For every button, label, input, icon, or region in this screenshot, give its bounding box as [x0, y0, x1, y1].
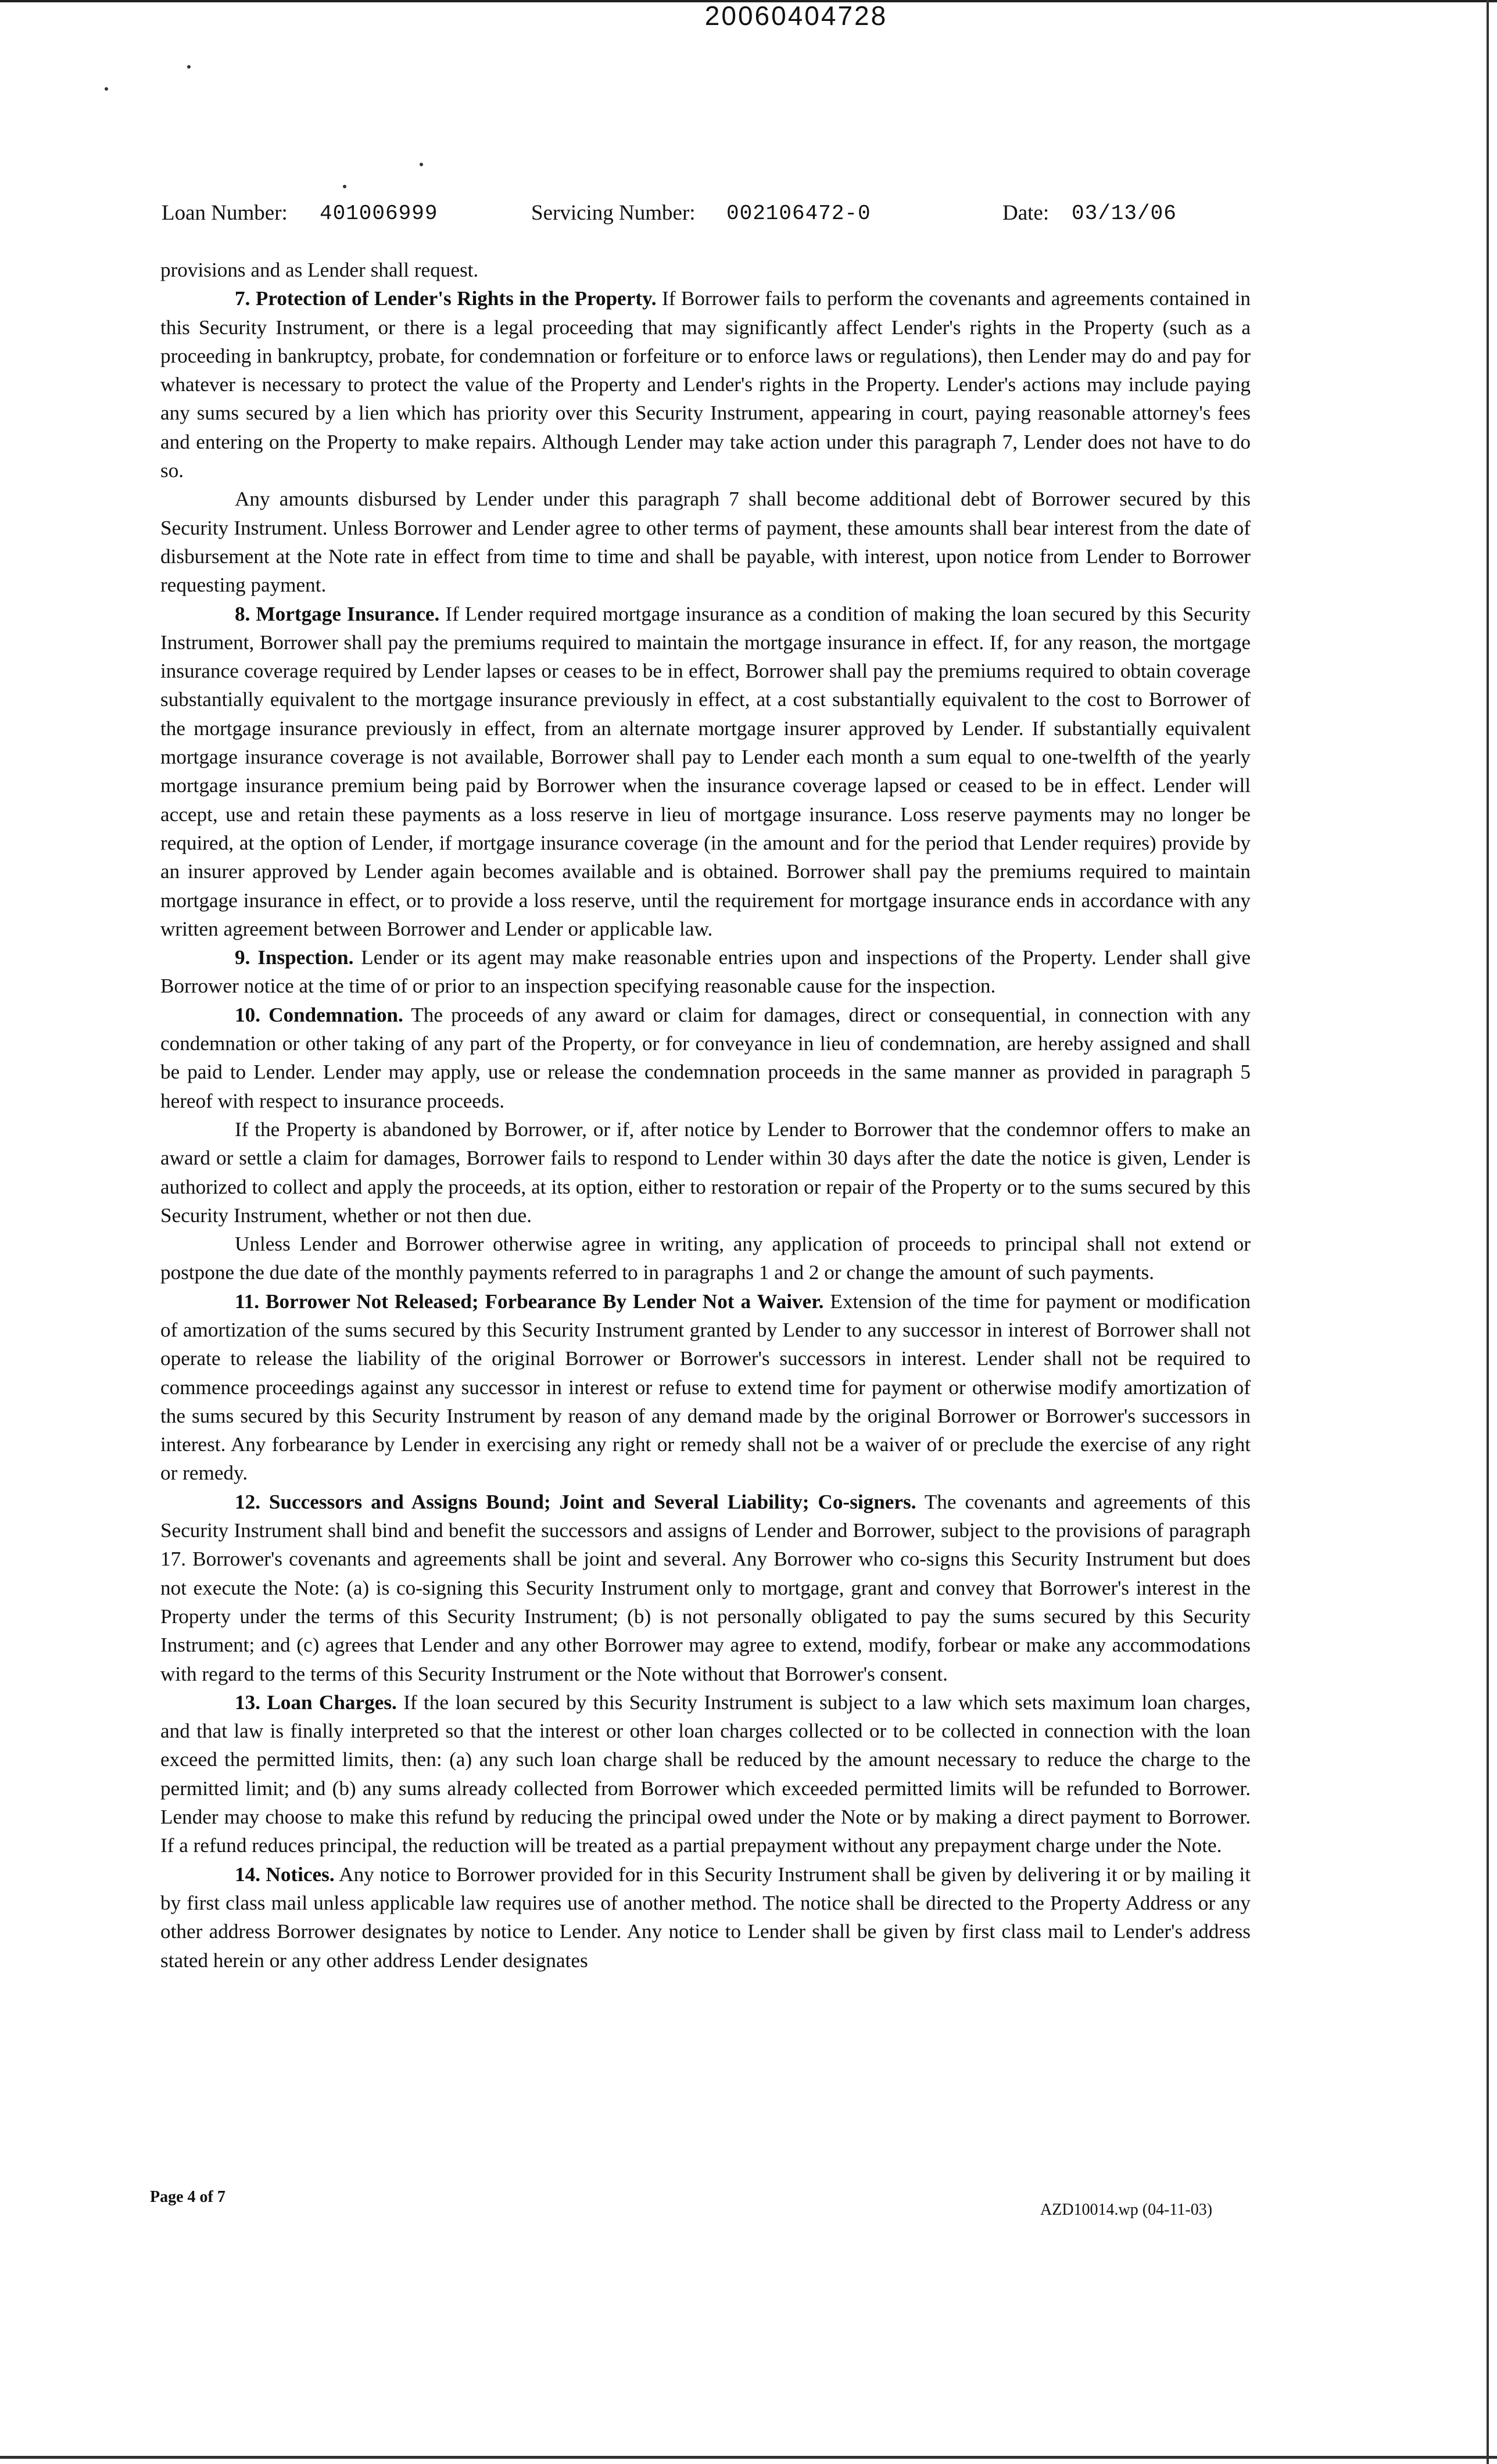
section-7-text: If Borrower fails to perform the covenants and agreements contained in this Security Instrument, or there is a legal proceeding that may significantly affect Lender's rights in the Property (such as a proceeding in bankruptcy, probate, for condemnation or forfeiture or to enforce laws or regulations), then Lender may do and pay for whatever is necessary to protect the value of the Property and Lender's rights in the Property. Lender's actions may include paying any sums secured by a lien which has priority over this Security Instrument, appearing in court, paying reasonable attorney's fees and entering on the Property to make repairs. Although Lender may take action under this paragraph 7, Lender does not have to do so. — [160, 287, 1251, 482]
right-scan-edge — [1487, 0, 1489, 2464]
section-13 — [160, 1688, 1251, 1860]
section-8-text: If Lender required mortgage insurance as a condition of making the loan secured by this Security Instrument, Borrower shall pay the premiums required to maintain the mortgage insurance in effect. If, for any reason, the mortgage insurance coverage required by Lender lapses or ceases to be in effect, Borrower shall pay the premiums required to obtain coverage substantially equivalent to the mortgage insurance previously in effect, at a cost substantially equivalent to the cost to Borrower of the mortgage insurance previously in effect, from an alternate mortgage insurer approved by Lender. If substantially equivalent mortgage insurance coverage is not available, Borrower shall pay to Lender each month a sum equal to one-twelfth of the yearly mortgage insurance premium being paid by Borrower when the insurance coverage lapsed or ceased to be in effect. Lender will accept, use and retain these payments as a loss reserve in lieu of mortgage insurance. Loss reserve payments may no longer be required, at the option of Lender, if mortgage insurance coverage (in the amount and for the period that Lender requires) provide by an insurer approved by Lender again becomes available and is obtained. Borrower shall pay the premiums required to maintain mortgage insurance in effect, or to provide a loss reserve, until the requirement for mortgage insurance ends in accordance with any written agreement between Borrower and Lender or applicable law. — [160, 602, 1251, 940]
loan-header — [162, 200, 1266, 235]
section-14-text: Any notice to Borrower provided for in this Security Instrument shall be given by delivering it or by mailing it by first class mail unless applicable law requires use of another method. The notice shall be directed to the Property Address or any other address Borrower designates by notice to Lender. Any notice to Lender shall be given by first class mail to Lender's address stated herein or any other address Lender designates — [160, 1863, 1251, 1972]
section-8 — [160, 600, 1251, 944]
section-10-heading: 10. Condemnation. — [235, 1003, 403, 1026]
section-11-heading: 11. Borrower Not Released; Forbearance By Lender Not a Waiver. — [235, 1290, 824, 1313]
section-10-paragraph-3: Unless Lender and Borrower otherwise agree in writing, any application of proceeds to principal shall not extend or postpone the due date of the monthly payments referred to in paragraphs 1 and 2 or change the amount of such payments. — [160, 1233, 1251, 1284]
section-9-text: Lender or its agent may make reasonable entries upon and inspections of the Property. Lender shall give Borrower notice at the time of or prior to an inspection specifying reasonable cause for the inspection. — [160, 946, 1251, 998]
form-identifier: AZD10014.wp (04-11-03) — [1040, 2201, 1213, 2219]
section-10 — [160, 1001, 1251, 1115]
section-11 — [160, 1287, 1251, 1488]
section-7-paragraph-2: Any amounts disbursed by Lender under this paragraph 7 shall become additional debt of Borrower secured by this Security Instrument. Unless Borrower and Lender agree to other terms of payment, these amounts shall bear interest from the date of disbursement at the Note rate in effect from time to time and shall be payable, with interest, upon notice from Lender to Borrower requesting payment. — [160, 488, 1251, 597]
servicing-number-label: Servicing Number: — [531, 201, 696, 225]
bottom-scan-edge — [0, 2456, 1497, 2459]
servicing-number-value: 002106472-0 — [726, 202, 871, 225]
document-id-stamp: 20060404728 — [704, 1, 888, 31]
section-8-heading: 8. Mortgage Insurance. — [235, 602, 440, 625]
loan-number-label: Loan Number: — [162, 201, 288, 225]
section-12-heading: 12. Successors and Assigns Bound; Joint and Several Liability; Co-signers. — [235, 1490, 916, 1513]
date-label: Date: — [1002, 201, 1050, 225]
section-13-heading: 13. Loan Charges. — [235, 1691, 397, 1714]
section-12-text: The covenants and agreements of this Security Instrument shall bind and benefit the successors and assigns of Lender and Borrower, subject to the provisions of paragraph 17. Borrower's covenants and agreements shall be joint and several. Any Borrower who co-signs this Security Instrument but does not execute the Note: (a) is co-signing this Security Instrument only to mortgage, grant and convey that Borrower's interest in the Property under the terms of this Security Instrument; (b) is not personally obligated to pay the sums secured by this Security Instrument; and (c) agrees that Lender and any other Borrower may agree to extend, modify, forbear or make any accommodations with regard to the terms of this Security Instrument or the Note without that Borrower's consent. — [160, 1490, 1251, 1685]
section-7 — [160, 284, 1251, 485]
section-10-paragraph-2: If the Property is abandoned by Borrower, or if, after notice by Lender to Borrower that the condemnor offers to make an award or settle a claim for damages, Borrower fails to respond to Lender within 30 days after the date the notice is given, Lender is authorized to collect and apply the proceeds, at its option, either to restoration or repair of the Property or to the sums secured by this Security Instrument, whether or not then due. — [160, 1118, 1251, 1227]
scan-speck — [343, 185, 346, 188]
section-10-text: The proceeds of any award or claim for damages, direct or consequential, in connection with any condemnation or other taking of any part of the Property, or for conveyance in lieu of condemnation, are hereby assigned and shall be paid to Lender. Lender may apply, use or release the condemnation proceeds in the same manner as provided in paragraph 5 hereof with respect to insurance proceeds. — [160, 1003, 1251, 1112]
section-7-heading: 7. Protection of Lender's Rights in the Property. — [235, 287, 657, 310]
loan-number-value: 401006999 — [320, 202, 438, 225]
continuation-paragraph: provisions and as Lender shall request. — [160, 259, 479, 281]
scan-speck — [420, 163, 423, 166]
section-9 — [160, 943, 1251, 1001]
page-number: Page 4 of 7 — [150, 2188, 225, 2206]
section-11-text: Extension of the time for payment or modification of amortization of the sums secured by this Security Instrument granted by Lender to any successor in interest of Borrower shall not operate to release the liability of the original Borrower or Borrower's successors in interest. Lender shall not be required to commence proceedings against any successor in interest or refuse to extend time for payment or otherwise modify amortization of the sums secured by this Security Instrument by reason of any demand made by the original Borrower or Borrower's successors in interest. Any forbearance by Lender in exercising any right or remedy shall not be a waiver of or preclude the exercise of any right or remedy. — [160, 1290, 1251, 1485]
section-13-text: If the loan secured by this Security Instrument is subject to a law which sets maximum loan charges, and that law is finally interpreted so that the interest or other loan charges collected or to be collected in connection with the loan exceed the permitted limits, then: (a) any such loan charge shall be reduced by the amount necessary to reduce the charge to the permitted limit; and (b) any sums already collected from Borrower which exceeded permitted limits will be refunded to Borrower. Lender may choose to make this refund by reducing the principal owed under the Note or by making a direct payment to Borrower. If a refund reduces principal, the reduction will be treated as a partial prepayment without any prepayment charge under the Note. — [160, 1691, 1251, 1857]
scan-speck — [105, 87, 108, 91]
section-12 — [160, 1488, 1251, 1688]
section-14-heading: 14. Notices. — [235, 1863, 335, 1886]
section-9-heading: 9. Inspection. — [235, 946, 354, 969]
date-value: 03/13/06 — [1072, 202, 1177, 225]
document-body — [160, 256, 1251, 1975]
section-14 — [160, 1860, 1251, 1975]
scan-speck — [187, 65, 191, 69]
